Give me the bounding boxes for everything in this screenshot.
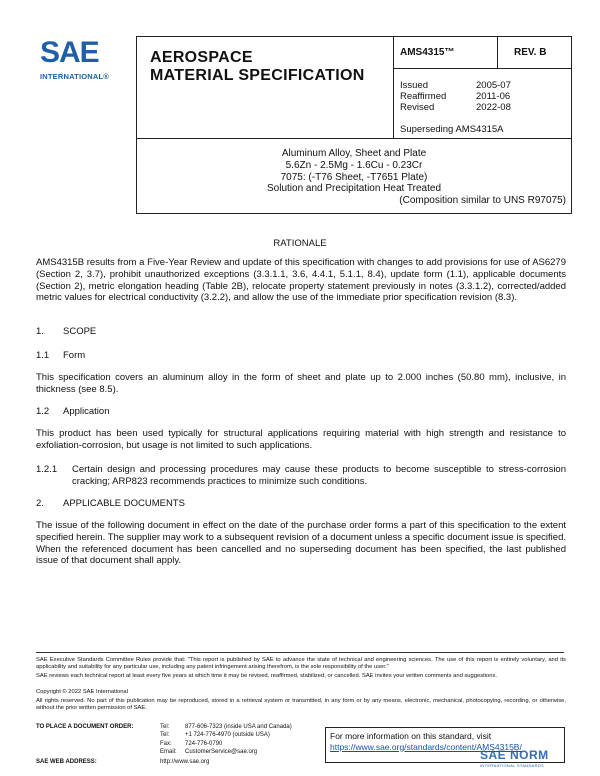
section-title: APPLICABLE DOCUMENTS (63, 498, 185, 509)
title-line-5: (Composition similar to UNS R97075) (399, 195, 566, 207)
footer-copyright: Copyright © 2022 SAE International (36, 689, 128, 695)
footer-rules-text: SAE Executive Standards Committee Rules provide that: "This report is published by SAE to advance the state of technical and engineering sciences. The use of this report is entirely voluntary, and its applicability and suitability for any particular use, including any patent infringement arising therefrom, is the sole responsibility of the user." (36, 657, 566, 670)
reaffirmed-label: Reaffirmed (400, 91, 447, 102)
title-line-2: 5.6Zn - 2.5Mg - 1.6Cu - 0.23Cr (285, 159, 423, 171)
revised-label: Revised (400, 102, 435, 113)
section-number: 1.2 (36, 406, 50, 417)
header-divider-horizontal (393, 68, 572, 69)
footer-rights-text: All rights reserved. No part of this publication may be reproduced, stored in a retrieval system or transmitted, in any form or by any means, electronic, mechanical, photocopying, recording, or otherwise, without the prior written permission of SAE. (36, 698, 566, 711)
section-2-heading (36, 498, 185, 509)
tel-value: 877-606-7323 (inside USA and Canada) (185, 724, 292, 730)
document-number: AMS4315™ (400, 47, 455, 58)
section-1-1-heading (36, 350, 85, 361)
document-type-title (150, 49, 365, 85)
order-label: TO PLACE A DOCUMENT ORDER: (36, 724, 134, 730)
revised-value: 2022-08 (476, 102, 511, 113)
footer-review-text: SAE reviews each technical report at least every five years at which time it may be revised, reaffirmed, stabilized, or cancelled. SAE invites your written comments and suggestions. (36, 673, 497, 679)
section-1-1-paragraph: This specification covers an aluminum alloy in the form of sheet and plate up to 2.000 inches (50.80 mm), inclusive, in thickness (see 8.5). (36, 372, 566, 395)
standard-link[interactable]: https://www.sae.org/standards/content/AMS4315B/ (330, 741, 522, 752)
web-address-link[interactable]: http://www.sae.org (160, 759, 210, 765)
issued-label: Issued (400, 80, 428, 91)
section-1-heading (36, 326, 96, 337)
document-type-line2: MATERIAL SPECIFICATION (150, 67, 365, 84)
email-label: Email: (160, 749, 177, 755)
section-number: 1.2.1 (36, 464, 58, 475)
more-info-text: For more information on this standard, visit (330, 731, 492, 741)
section-1-2-paragraph: This product has been used typically for structural applications requiring material with high strength and resistance to exfoliation-corrosion, but usage is not limited to such applications. (36, 428, 566, 451)
section-number: 1.1 (36, 350, 50, 361)
fax-value: 724-776-0790 (185, 741, 223, 747)
paragraph-text: Certain design and processing procedures may cause these products to become susceptible to stress-corrosion cracking; ARP823 recommends practices to minimize such conditions. (72, 464, 566, 487)
section-1-2-heading (36, 406, 109, 417)
title-line-1: Aluminum Alloy, Sheet and Plate (281, 148, 427, 159)
tel2-label: Tel: (160, 732, 170, 738)
header-divider-rev (497, 36, 498, 68)
section-2-paragraph: The issue of the following document in effect on the date of the purchase order forms a part of this specification to the extent specified herein. The supplier may work to a subsequent revision of a document unless a specific document issue is specified. When the referenced document has been cancelled and no superseding document has been specified, the last published issue of that document shall apply. (36, 520, 566, 567)
section-title: SCOPE (63, 326, 97, 337)
watermark-subtitle: INTERNATIONAL STANDARDS (480, 763, 544, 768)
title-line-4: Solution and Precipitation Heat Treated (267, 183, 441, 195)
tel2-value: +1 724-776-4970 (outside USA) (185, 732, 270, 738)
email-value[interactable]: CustomerService@sae.org (185, 749, 258, 755)
reaffirmed-value: 2011-06 (476, 91, 511, 102)
header-divider-vertical (393, 36, 394, 139)
material-title (136, 148, 572, 207)
fax-label: Fax: (160, 741, 172, 747)
issued-value: 2005-07 (476, 80, 511, 91)
section-title: Application (63, 406, 110, 417)
reaffirmed-row (400, 91, 510, 102)
watermark-logo: SAE NORM (480, 748, 549, 762)
logo-wordmark: SAE (40, 36, 99, 69)
section-number: 1. (36, 326, 44, 337)
revised-row (400, 102, 511, 113)
document-type-line1: AEROSPACE (150, 49, 253, 66)
rationale-paragraph: AMS4315B results from a Five-Year Review and update of this specification with changes to add provisions for use of AS6279 (Section 2, 3.7), prohibit unauthorized exceptions (3.3.1.1, 3.6, 4.4.1, 5.1.1, 8.4), update form (1.1), applicable documents (Section 2), metric elongation heading (Table 2B), relocate property statement previously in notes (3.3.1.2), corrected/added metric values for electrical conductivity (3.2.2), and allow the use of the immediate prior specification revision (8.3). (36, 257, 566, 304)
rationale-heading: RATIONALE (273, 238, 327, 249)
web-label: SAE WEB ADDRESS: (36, 759, 97, 765)
logo-subtitle: INTERNATIONAL® (40, 72, 110, 81)
section-number: 2. (36, 498, 44, 509)
section-title: Form (63, 350, 86, 361)
title-line-3: 7075: (-T76 Sheet, -T7651 Plate) (280, 171, 428, 183)
superseding-note: Superseding AMS4315A (400, 124, 504, 135)
footer-divider (36, 652, 564, 653)
issued-row (400, 80, 511, 91)
tel-label: Tel: (160, 724, 170, 730)
sae-logo (36, 36, 126, 96)
revision-label: REV. B (514, 47, 547, 58)
